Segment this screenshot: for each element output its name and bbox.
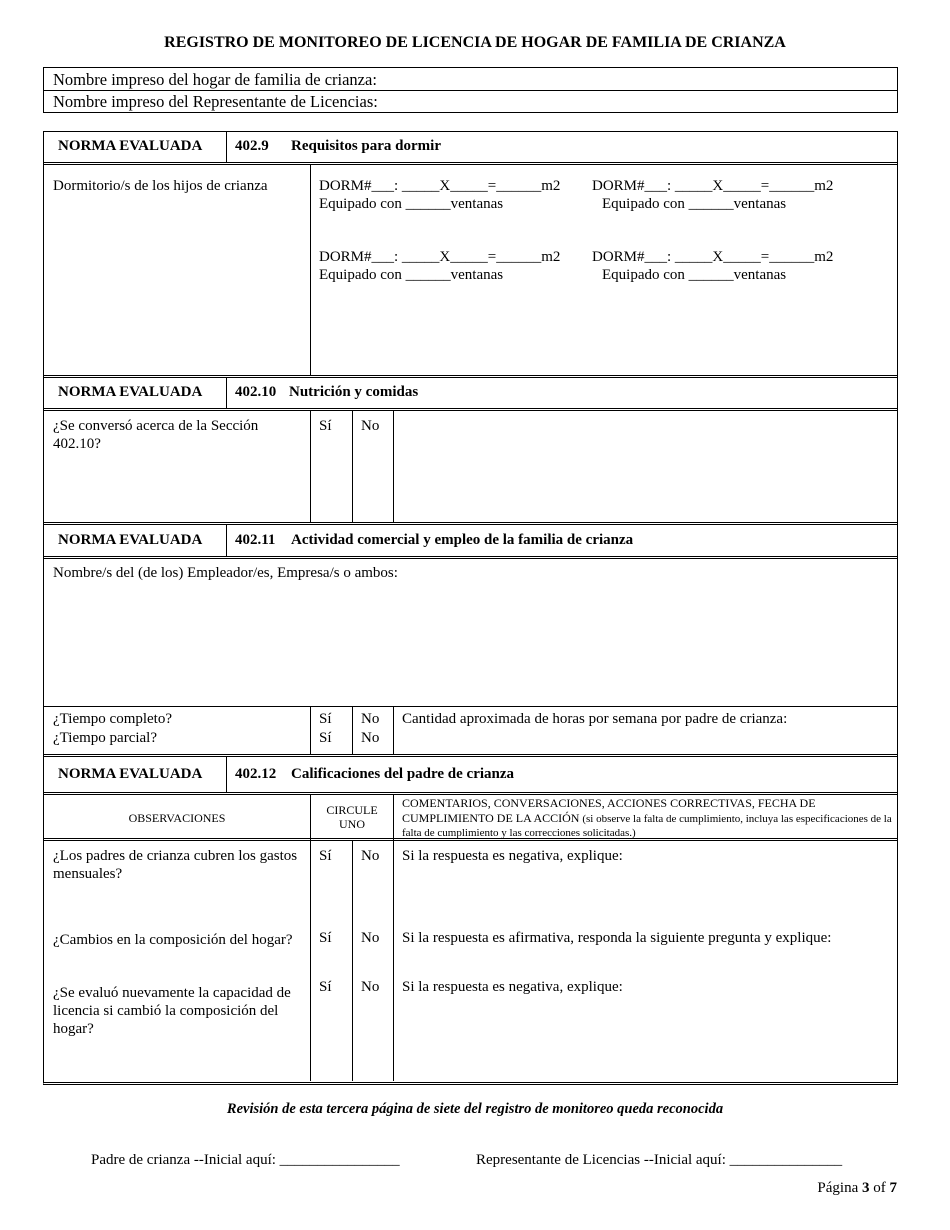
part-time-yes[interactable]: Sí (319, 730, 332, 746)
reevaluation-no[interactable]: No (361, 979, 380, 995)
expenses-no[interactable]: No (361, 848, 380, 864)
household-change-question: ¿Cambios en la composición del hogar? (53, 932, 293, 948)
norma-label: NORMA EVALUADA (58, 766, 203, 782)
norma-label: NORMA EVALUADA (58, 384, 203, 400)
page-current: 3 (862, 1180, 870, 1196)
acknowledgement-text: Revisión de esta tercera página de siete del registro de monitoreo queda reconocida (226, 1101, 724, 1117)
page-number (760, 1179, 897, 1197)
dorm-4 (592, 248, 833, 284)
part-time-question: ¿Tiempo parcial? (53, 730, 157, 746)
dorm-1-windows: Equipado con ______ventanas (319, 196, 504, 212)
section-402-12-header (44, 757, 897, 792)
household-change-comment: Si la respuesta es afirmativa, responda la siguiente pregunta y explique: (402, 930, 832, 946)
section-name: Nutrición y comidas (289, 384, 419, 400)
dorm-1-size: DORM#___: _____X_____=______m2 (319, 178, 561, 194)
dorm-2 (592, 177, 833, 213)
section-402-11-header (44, 525, 897, 556)
section-402-10-header (44, 378, 897, 408)
section-code: 402.10 (235, 384, 277, 400)
nutrition-question: ¿Se conversó acerca de la Sección 402.10? (53, 418, 259, 452)
norma-label: NORMA EVALUADA (58, 138, 203, 154)
dorm-3 (319, 248, 560, 284)
section-code: 402.11 (235, 532, 276, 548)
parent-initial[interactable]: Padre de crianza --Inicial aquí: ________________ (91, 1152, 400, 1168)
main-table (43, 131, 898, 1085)
section-402-9-header (44, 132, 897, 162)
part-time-no[interactable]: No (361, 730, 380, 746)
full-time-question: ¿Tiempo completo? (53, 711, 173, 727)
section-code: 402.9 (235, 138, 269, 154)
expenses-yes[interactable]: Sí (319, 848, 332, 864)
expenses-question: ¿Los padres de crianza cubren los gastos mensuales? (53, 848, 298, 882)
dorm-4-windows: Equipado con ______ventanas (602, 267, 787, 283)
full-time-yes[interactable]: Sí (319, 711, 332, 727)
dorm-2-size: DORM#___: _____X_____=______m2 (592, 178, 834, 194)
bedrooms-label: Dormitorio/s de los hijos de crianza (53, 178, 268, 194)
reevaluation-yes[interactable]: Sí (319, 979, 332, 995)
employers-label: Nombre/s del (de los) Empleador/es, Empresa/s o ambos: (53, 565, 398, 581)
col-circle-one: CIRCULE UNO (326, 803, 378, 831)
page-mid: of (869, 1180, 890, 1196)
dorm-3-size: DORM#___: _____X_____=______m2 (319, 249, 561, 265)
full-time-no[interactable]: No (361, 711, 380, 727)
norma-label: NORMA EVALUADA (58, 532, 203, 548)
household-change-no[interactable]: No (361, 930, 380, 946)
page-title: REGISTRO DE MONITOREO DE LICENCIA DE HOGAR DE FAMILIA DE CRIANZA (164, 34, 786, 51)
page-prefix: Página (817, 1180, 862, 1196)
yes-option[interactable]: Sí (319, 418, 332, 434)
household-change-yes[interactable]: Sí (319, 930, 332, 946)
home-name-label: Nombre impreso del hogar de familia de crianza: (53, 70, 377, 89)
dorm-1 (319, 177, 560, 213)
col-observations: OBSERVACIONES (128, 811, 226, 825)
hours-label: Cantidad aproximada de horas por semana por padre de crianza: (402, 711, 788, 727)
section-name: Calificaciones del padre de crianza (291, 766, 515, 782)
names-box (43, 67, 898, 113)
dorm-3-windows: Equipado con ______ventanas (319, 267, 504, 283)
col-comments-main: COMENTARIOS, CONVERSACIONES, ACCIONES CORRECTIVAS, FECHA DE CUMPLIMIENTO DE LA ACCIÓN (402, 796, 816, 825)
section-code: 402.12 (235, 766, 277, 782)
no-option[interactable]: No (361, 418, 380, 434)
rep-name-label: Nombre impreso del Representante de Licencias: (53, 92, 378, 111)
dorm-4-size: DORM#___: _____X_____=______m2 (592, 249, 834, 265)
page-total: 7 (889, 1180, 897, 1196)
expenses-comment: Si la respuesta es negativa, explique: (402, 848, 623, 864)
col-comments-note: (si observe la falta de cumplimiento, incluya las especificaciones de la falta de cumplimiento y las correcciones solicitadas.) (402, 813, 892, 839)
representative-initial[interactable]: Representante de Licencias --Inicial aquí: _______________ (476, 1152, 843, 1168)
reevaluation-question: ¿Se evaluó nuevamente la capacidad de licencia si cambió la composición del hogar? (53, 985, 291, 1037)
section-name: Actividad comercial y empleo de la familia de crianza (291, 532, 634, 548)
dorm-2-windows: Equipado con ______ventanas (602, 196, 787, 212)
col-comments (402, 796, 892, 840)
reevaluation-comment: Si la respuesta es negativa, explique: (402, 979, 623, 995)
section-name: Requisitos para dormir (291, 138, 441, 154)
